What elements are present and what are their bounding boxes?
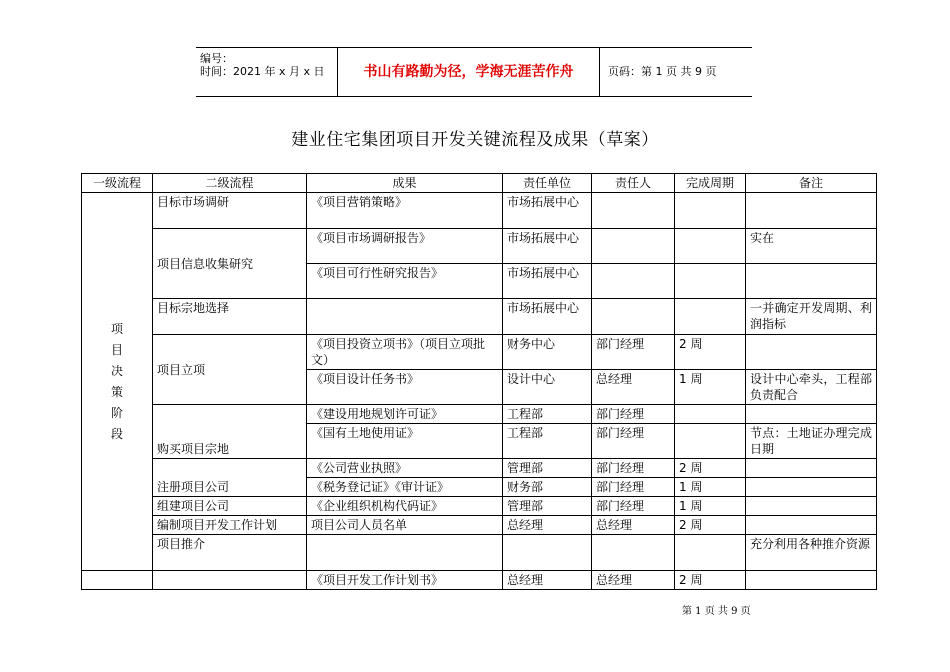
l2-cell: 目标市场调研 [153,193,307,229]
period-cell [675,299,746,335]
column-header: 责任人 [592,174,675,193]
period-cell [675,193,746,229]
period-cell: 1 周 [675,370,746,405]
table-row [82,497,877,516]
note-cell [746,405,877,424]
table-row [82,535,877,571]
note-cell: 充分利用各种推介资源 [746,535,877,571]
result-cell [307,299,503,335]
column-header: 备注 [746,174,877,193]
period-cell [675,229,746,264]
period-cell [675,535,746,571]
result-cell: 《项目投资立项书》（项目立项批文） [307,335,503,370]
note-cell: 设计中心牵头，工程部负责配合 [746,370,877,405]
column-header: 二级流程 [153,174,307,193]
person-cell: 部门经理 [592,335,675,370]
unit-cell: 财务中心 [503,335,592,370]
number-label: 编号： [200,52,233,65]
person-cell [592,264,675,299]
period-cell: 2 周 [675,571,746,590]
note-cell: 实在 [746,229,877,264]
person-cell: 部门经理 [592,424,675,459]
result-cell: 《国有土地使用证》 [307,424,503,459]
unit-cell: 市场拓展中心 [503,193,592,229]
person-cell [592,299,675,335]
period-cell: 1 周 [675,497,746,516]
unit-cell: 设计中心 [503,370,592,405]
result-cell: 《公司营业执照》 [307,459,503,478]
result-cell: 《项目可行性研究报告》 [307,264,503,299]
result-cell: 《项目市场调研报告》 [307,229,503,264]
l2-cell: 项目立项 [153,335,307,405]
l2-cell: 注册项目公司 [153,459,307,497]
note-cell: 节点：土地证办理完成日期 [746,424,877,459]
person-cell: 部门经理 [592,459,675,478]
unit-cell: 管理部 [503,497,592,516]
result-cell: 《建设用地规划许可证》 [307,405,503,424]
l2-cell: 项目推介 [153,535,307,571]
person-cell: 总经理 [592,516,675,535]
person-cell [592,193,675,229]
person-cell [592,535,675,571]
period-cell [675,424,746,459]
note-cell [746,478,877,497]
l2-cell: 组建项目公司 [153,497,307,516]
unit-cell: 财务部 [503,478,592,497]
document-title: 建业住宅集团项目开发关键流程及成果（草案） [291,130,659,150]
person-cell: 总经理 [592,571,675,590]
l2-cell: 购买项目宗地 [153,405,307,459]
period-cell: 2 周 [675,335,746,370]
table-header-row [82,174,877,193]
l2-cell: 编制项目开发工作计划 [153,516,307,535]
note-cell [746,335,877,370]
result-cell: 《项目设计任务书》 [307,370,503,405]
column-header: 一级流程 [82,174,153,193]
table-row [82,335,877,370]
table-row [82,299,877,335]
phase-label: 项目决策阶段 [111,321,124,441]
page-header [196,47,752,97]
table-row [82,229,877,264]
table-row [82,516,877,535]
note-cell [746,459,877,478]
header-meta [196,48,337,96]
table-row [82,193,877,229]
note-cell [746,264,877,299]
phase-cell [82,571,153,590]
l2-cell: 目标宗地选择 [153,299,307,335]
result-cell: 《项目营销策略》 [307,193,503,229]
phase-cell [82,193,153,571]
person-cell: 部门经理 [592,478,675,497]
person-cell [592,229,675,264]
period-cell: 2 周 [675,516,746,535]
person-cell: 部门经理 [592,405,675,424]
header-motto: 书山有路勤为径，学海无涯苦作舟 [338,48,600,96]
unit-cell: 总经理 [503,571,592,590]
unit-cell: 工程部 [503,405,592,424]
unit-cell: 市场拓展中心 [503,299,592,335]
page-footer: 第 1 页 共 9 页 [682,606,751,617]
column-header: 责任单位 [503,174,592,193]
table-row [82,571,877,590]
period-cell: 2 周 [675,459,746,478]
result-cell: 《税务登记证》《审计证》 [307,478,503,497]
note-cell [746,571,877,590]
note-cell [746,497,877,516]
note-cell [746,193,877,229]
unit-cell: 市场拓展中心 [503,229,592,264]
column-header: 完成周期 [675,174,746,193]
unit-cell: 工程部 [503,424,592,459]
time-label: 时间：2021 年 x 月 x 日 [200,65,325,78]
table-row [82,459,877,478]
result-cell: 《项目开发工作计划书》 [307,571,503,590]
process-table [81,173,877,590]
unit-cell: 市场拓展中心 [503,264,592,299]
unit-cell [503,535,592,571]
l2-cell [153,571,307,590]
person-cell: 总经理 [592,370,675,405]
period-cell [675,264,746,299]
period-cell [675,405,746,424]
unit-cell: 管理部 [503,459,592,478]
person-cell: 部门经理 [592,497,675,516]
unit-cell: 总经理 [503,516,592,535]
note-cell: 一并确定开发周期、利润指标 [746,299,877,335]
column-header: 成果 [307,174,503,193]
table-row [82,405,877,424]
period-cell: 1 周 [675,478,746,497]
l2-cell: 项目信息收集研究 [153,229,307,299]
result-cell: 项目公司人员名单 [307,516,503,535]
header-page-info: 页码：第 1 页 共 9 页 [608,65,717,78]
note-cell [746,516,877,535]
header-right [337,48,796,96]
result-cell [307,535,503,571]
result-cell: 《企业组织机构代码证》 [307,497,503,516]
